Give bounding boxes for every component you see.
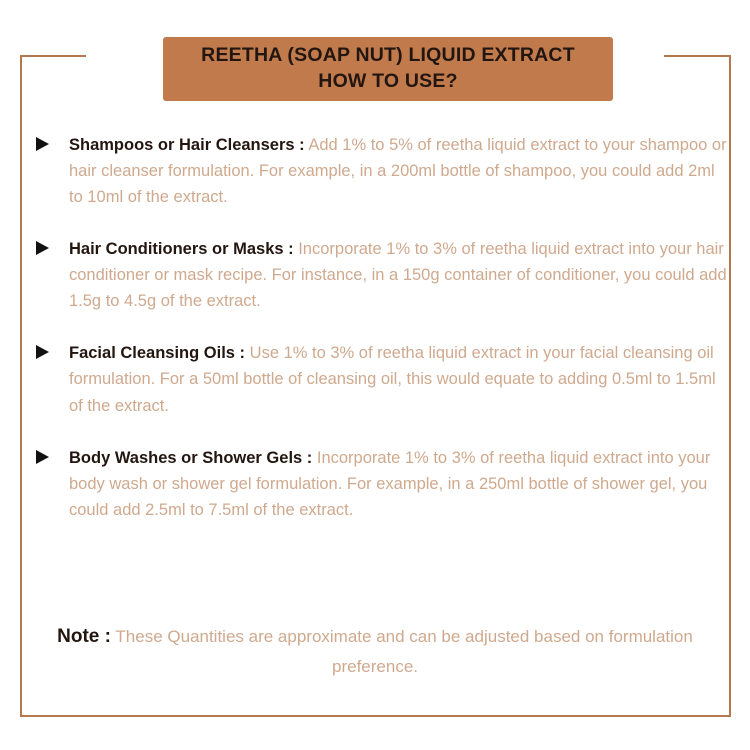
list-item bbox=[36, 132, 728, 210]
list-item-heading: Body Washes or Shower Gels : bbox=[69, 448, 313, 467]
list-item-text bbox=[69, 340, 728, 418]
frame-border-left bbox=[20, 55, 22, 717]
note-section bbox=[40, 622, 710, 680]
triangle-right-bullet-icon bbox=[36, 241, 49, 255]
triangle-right-bullet-icon bbox=[36, 450, 49, 464]
note-label: Note : bbox=[57, 626, 111, 647]
instructions-list bbox=[36, 132, 728, 549]
list-item-text bbox=[69, 445, 728, 523]
list-item-heading: Facial Cleansing Oils : bbox=[69, 344, 246, 363]
list-item-body: Incorporate 1% to 3% of reetha liquid extract into your body wash or shower gel formulation. For example, in a 250ml bottle of shower gel, you could add 2.5ml to 7.5ml of the extract. bbox=[69, 448, 711, 519]
frame-border-right bbox=[729, 55, 731, 717]
list-item bbox=[36, 236, 728, 314]
frame-border-top-left bbox=[20, 55, 86, 57]
banner-title-line-1: REETHA (SOAP NUT) LIQUID EXTRACT bbox=[201, 44, 575, 67]
title-banner bbox=[163, 37, 613, 101]
frame-border-bottom bbox=[20, 715, 731, 717]
list-item-heading: Shampoos or Hair Cleansers : bbox=[69, 136, 305, 154]
triangle-right-bullet-icon bbox=[36, 137, 49, 151]
frame-border-top-right bbox=[664, 55, 731, 57]
list-item-body: Incorporate 1% to 3% of reetha liquid extract into your hair conditioner or mask recipe. For instance, in a 150g container of conditioner, you could add 1.5g to 4.5g of the extract. bbox=[69, 240, 727, 311]
list-item-body: Add 1% to 5% of reetha liquid extract to your shampoo or hair cleanser formulation. For example, in a 200ml bottle of shampoo, you could add 2ml to 10ml of the extract. bbox=[69, 136, 727, 207]
list-item-text bbox=[69, 236, 728, 314]
banner-title bbox=[201, 43, 575, 95]
list-item-heading: Hair Conditioners or Masks : bbox=[69, 240, 294, 259]
list-item-text bbox=[69, 132, 728, 210]
triangle-right-bullet-icon bbox=[36, 345, 49, 359]
banner-title-line-2: HOW TO USE? bbox=[318, 70, 458, 92]
list-item bbox=[36, 340, 728, 418]
list-item bbox=[36, 445, 728, 523]
list-item-body: Use 1% to 3% of reetha liquid extract in your facial cleansing oil formulation. For a 50ml bottle of cleansing oil, this would equate to adding 0.5ml to 1.5ml of the extract. bbox=[69, 344, 716, 415]
note-body: These Quantities are approximate and can be adjusted based on formulation preference. bbox=[110, 627, 693, 676]
